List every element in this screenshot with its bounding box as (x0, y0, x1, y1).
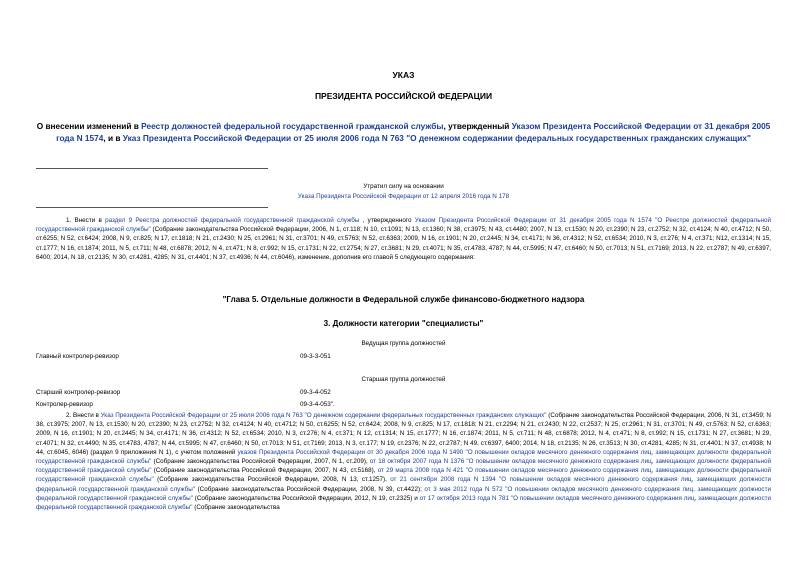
para-text: (Собрание законодательства Российской Федерации, 2008, N 13, ст.1257), (153, 476, 391, 484)
chapter-title: "Глава 5. Отдельные должности в Федеральной службе финансово-бюджетного надзора (222, 295, 585, 304)
divider (36, 207, 268, 208)
title-text: , утвержденный (443, 121, 512, 131)
para-text: 1. Внести в (66, 217, 106, 224)
document-type: УКАЗ (392, 70, 415, 80)
issuer: ПРЕЗИДЕНТА РОССИЙСКОЙ ФЕДЕРАЦИИ (314, 91, 493, 101)
paragraph-2 (36, 411, 771, 512)
paragraph-1 (36, 216, 771, 262)
position-name: Контролер-ревизор (36, 401, 93, 408)
group-heading: Старшая группа должностей (361, 376, 446, 383)
section-title: 3. Должности категории "специалисты" (323, 319, 484, 328)
title-link-registry[interactable]: Реестр должностей федеральной государственной гражданской службы (141, 121, 444, 131)
title-text: , и в (103, 133, 123, 143)
para-text: (Собрание законодательства Российской Федерации, 2006, N 1, ст.118; N 10, ст.1091; N 13, ст.1360; N 38, ст.3975; N 43, ст.4480; 2007, N 13, ст.1530; N 20, ст.2390; N 23, ст.2752; N 32, ст.4124; N 40, ст.4712; N 50, ст.6255; N 52, ст.6424; 2008, N 9, ст.825; N 17, ст.1818; N 21, ст.2430; N 25, ст.2961; N 31, ст.3701; N 49, ст.5763; N 52, ст.6363; 2009, N 16, ст.1901; N 20, ст.2445; N 34, ст.4171; N 36, ст.4312; N 52, ст.6534; 2010, N 3, ст.276; N 4, ст.371; N12, ст.1314; N 15, ст.1777; N 16, ст.1874; 2011, N 5, ст.711; N 48, ст.6878; 2012, N 4, ст.471; N 8, ст.992; N 15, ст.1731; N 22, ст.2754; N 27, ст.3681; N 29, ст.4071; N 35, ст.4783, 4787; N 44, ст.5995; N 47, ст.6460; N 50, ст.7013; N 51, ст.7169; 2013, N 22, ст.2787; N 49, ст.6397, 6400; 2014, N 18, ст.2135; N 30, ст.4281, 4285; N 31, ст.4401; N 37, ст.4936; N 44, ст.6046), изменение, дополнив его главой 5 следующего содержания: (36, 226, 771, 261)
position-name: Главный контролер-ревизор (36, 353, 119, 360)
link-decree-421[interactable]: от 29 марта 2008 года N 421 "О повышении окладов месячного денежного содержания лиц, замещающих должности федеральной государственной гражданской службы" (36, 467, 772, 484)
position-code: 09-3-4-052 (300, 389, 331, 396)
link-decree-781[interactable]: от 17 октября 2013 года N 781 "О повышении окладов месячного денежного содержания лиц, замещающих должности федеральной государственной гражданской службы" (36, 494, 771, 512)
title-link-decree-1574[interactable]: Указом Президента Российской Федерации от 31 декабря 2005 года N 1574 (56, 121, 771, 143)
para-text: 2. Внести в (66, 412, 101, 419)
title-link-decree-763[interactable]: Указ Президента Российской Федерации от 25 июля 2006 года N 763 "О денежном содержании федеральных государственных гражданских служащих" (122, 133, 751, 143)
position-code: 09-3-4-053". (300, 401, 335, 408)
lost-force-text: Утратил силу на основании (363, 183, 444, 190)
divider (36, 168, 268, 169)
link-decree-572[interactable]: от 3 мая 2012 года N 572 "О повышении окладов месячного денежного содержания лиц, замещающих должности федеральной государственной гражданской службы" (36, 485, 771, 502)
lost-force-link[interactable]: Указа Президента Российской Федерации от 12 апреля 2016 года N 178 (297, 193, 510, 200)
para-text: (Собрание законодательства Российской Федерации, 2012, N 19, ст.2325) и (192, 494, 420, 502)
link-decree-763[interactable]: Указ Президента Российской Федерации от 25 июля 2006 года N 763 "О денежном содержании федеральных государственных гражданских служащих" (100, 412, 547, 419)
link-decree-1376[interactable]: от 18 октября 2007 года N 1376 "О повышении окладов месячного денежного содержания лиц, замещающих должности федеральной государственной гражданской службы" (36, 458, 772, 475)
position-name: Старший контролер-ревизор (36, 389, 121, 396)
link-decree-1394[interactable]: от 21 сентября 2008 года N 1394 "О повышении окладов месячного денежного содержания лиц, замещающих должности федеральной государственной гражданской службы" (36, 476, 772, 493)
group-heading: Ведущая группа должностей (361, 340, 446, 347)
para-text: (Собрание законодательства (192, 504, 280, 512)
para-text: (Собрание законодательства Российской Федерации, 2008, N 39, ст.4422); (194, 485, 425, 493)
para-text: (Собрание законодательства Российской Федерации, 2007, N 1, ст.209), (151, 458, 370, 466)
para-text: , утвержденного (359, 217, 415, 224)
link-decree-1574[interactable]: Указом Президента Российской Федерации от 31 декабря 2005 года N 1574 "О Реестре должностей федеральной государственной гражданской службы" (36, 217, 771, 234)
document-title (36, 120, 771, 144)
link-decree-1490[interactable]: указов Президента Российской Федерации от 30 декабря 2006 года N 1490 "О повышении окладов месячного денежного содержания лиц, замещающих должности федеральной государственной гражданской службы" (36, 448, 771, 466)
para-text: (Собрание законодательства Российской Федерации, 2006, N 31, ст.3459; N 38, ст.3975; 2007, N 13, ст.1530; N 20, ст.2390; N 23, ст.2752; N 32, ст.4124; N 40, ст.4712; N 50, ст.6255; N 52, ст.6424; 2008, N 9, ст.825; N 17, ст.1818; N 21, ст.2294; N 21, ст.2430; N 22, ст.2537; N 25, ст.2961; N 31, ст.3701; N 49, ст.5763; N 52, ст.6363; 2009, N 16, ст.1901; N 20, ст.2445; N 34, ст.4171; N 36, ст.4312; N 52, ст.6534; 2010, N 3, ст.276; N 4, ст.371; N 12, ст.1314; N 15, ст.1777; N 16, ст.1874; 2011, N 5, ст.711; N 48, ст.6878; 2012, N 4, ст.471; N 8, ст.992; N 15, ст.1731; N 27, ст.3681; N 29, ст.4071; N 32, ст.4490; N 35, ст.4783, 4787; N 44, ст.5995; N 47, ст.6460; N 50, ст.7013; N 51, ст.7169; 2013, N 3, ст.177; N 19, ст.2376; N 22, ст.2787; N 49, ст.6397, 6400; 2014, N 18, ст.2135; N 26, ст.3513; N 30, ст.4281, 4285; N 31, ст.4401; N 37, ст.4938; N 44, ст.6045, 6046) (раздел 9 приложения N 1), с учетом положений (36, 412, 771, 456)
title-text: О внесении изменений в (36, 121, 142, 131)
lost-force-note (180, 182, 627, 202)
para-text: (Собрание законодательства Российской Федерации, 2007, N 43, ст.5168), (151, 467, 378, 475)
link-section-9[interactable]: раздел 9 Реестра должностей федеральной государственной гражданской службы (105, 217, 360, 224)
position-code: 09-3-3-051 (300, 353, 331, 360)
